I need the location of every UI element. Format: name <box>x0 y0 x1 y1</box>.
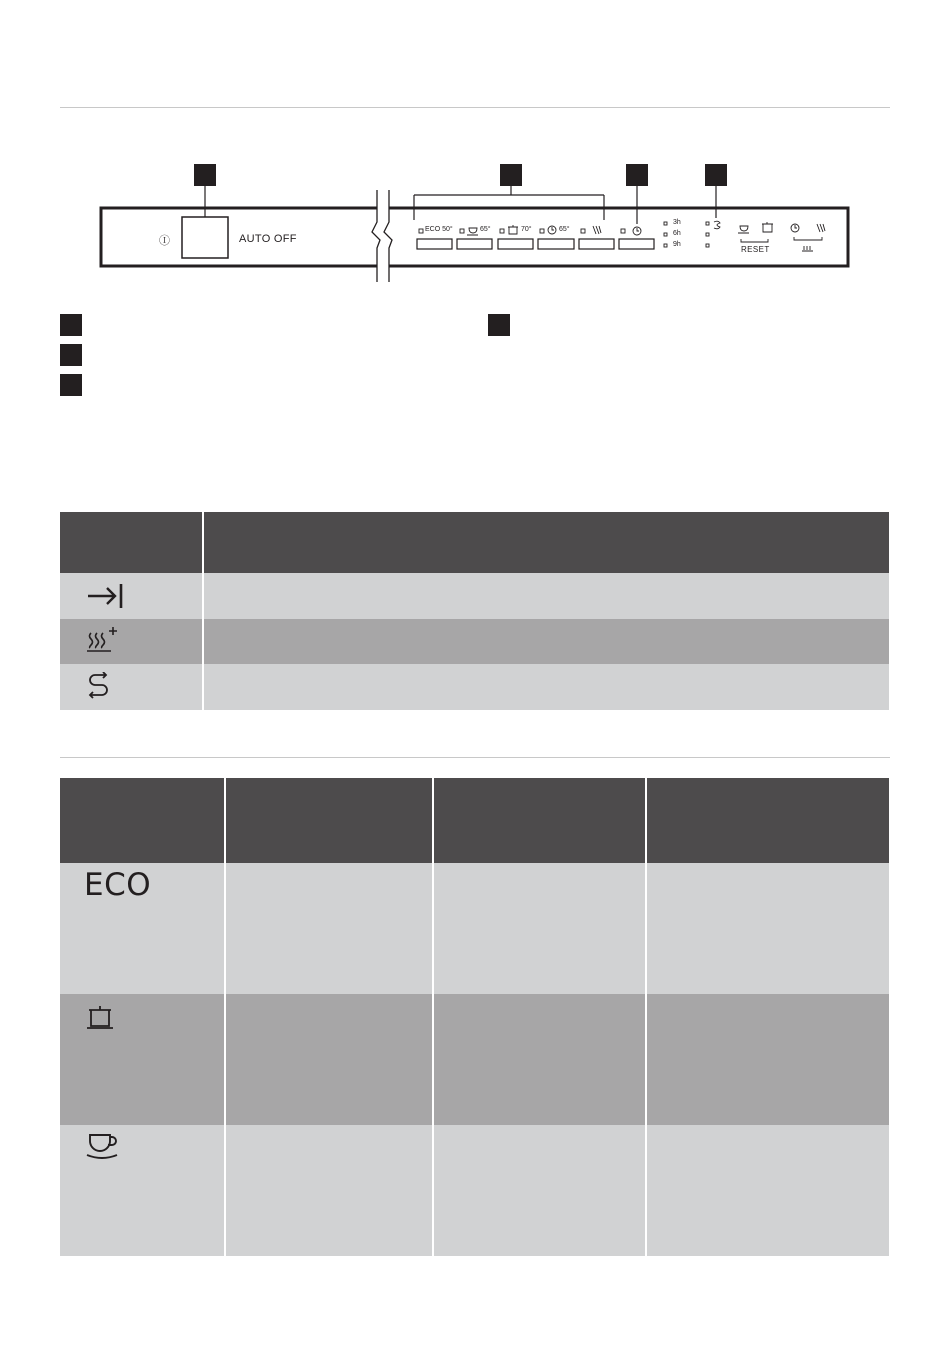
control-panel-drawing <box>0 150 950 290</box>
arrow-to-bar-icon <box>86 581 126 611</box>
description-cell <box>203 664 889 710</box>
top-divider <box>60 107 890 108</box>
delay-3h-label: 3h <box>673 219 681 226</box>
callout-marker <box>626 164 648 186</box>
legend-marker <box>60 314 82 336</box>
table-cell <box>646 1125 889 1256</box>
legend-marker <box>60 374 82 396</box>
symbol-cell <box>60 664 203 710</box>
power-symbol: Ⓘ <box>159 234 170 247</box>
description-cell <box>203 619 889 664</box>
programme-cell <box>60 1125 225 1256</box>
delay-6h-label: 6h <box>673 230 681 237</box>
eco-programme-label: ECO 50° <box>425 226 453 233</box>
callout-marker <box>194 164 216 186</box>
table-cell <box>433 1125 646 1256</box>
table-row <box>60 619 889 664</box>
reset-label: RESET <box>741 245 770 254</box>
table-header-row <box>60 512 889 573</box>
table-cell <box>225 1125 433 1256</box>
glass-programme-label: 65° <box>480 226 491 233</box>
table-header-cell <box>203 512 889 573</box>
callout-marker <box>705 164 727 186</box>
programme-cell <box>60 863 225 994</box>
table-header-cell <box>646 778 889 863</box>
table-row <box>60 1125 889 1256</box>
callout-marker <box>500 164 522 186</box>
table-cell <box>433 994 646 1125</box>
auto-off-label: AUTO OFF <box>239 233 297 245</box>
eco-label: ECO <box>84 867 152 903</box>
extra-dry-icon <box>86 627 120 657</box>
table-header-row <box>60 778 889 863</box>
pot-icon <box>86 1002 116 1032</box>
table-header-cell <box>433 778 646 863</box>
table-cell <box>433 863 646 994</box>
table-row <box>60 573 889 619</box>
rinse-aid-icon <box>87 672 117 702</box>
legend-marker <box>60 344 82 366</box>
table-cell <box>646 863 889 994</box>
intensive-programme-label: 70° <box>521 226 532 233</box>
table-header-cell <box>60 512 203 573</box>
quick-programme-label: 65° <box>559 226 570 233</box>
table-header-cell <box>225 778 433 863</box>
section-divider <box>60 757 890 758</box>
table-row <box>60 994 889 1125</box>
table-row <box>60 863 889 994</box>
delay-9h-label: 9h <box>673 241 681 248</box>
table-cell <box>646 994 889 1125</box>
description-cell <box>203 573 889 619</box>
symbol-cell <box>60 573 203 619</box>
table-row <box>60 664 889 710</box>
programmes-table <box>60 778 889 1256</box>
option-symbols-table <box>60 512 889 710</box>
symbol-cell <box>60 619 203 664</box>
table-cell <box>225 994 433 1125</box>
table-header-cell <box>60 778 225 863</box>
control-panel-illustration <box>0 150 950 290</box>
legend-marker <box>488 314 510 336</box>
cup-icon <box>86 1131 122 1163</box>
table-cell <box>225 863 433 994</box>
programme-cell <box>60 994 225 1125</box>
